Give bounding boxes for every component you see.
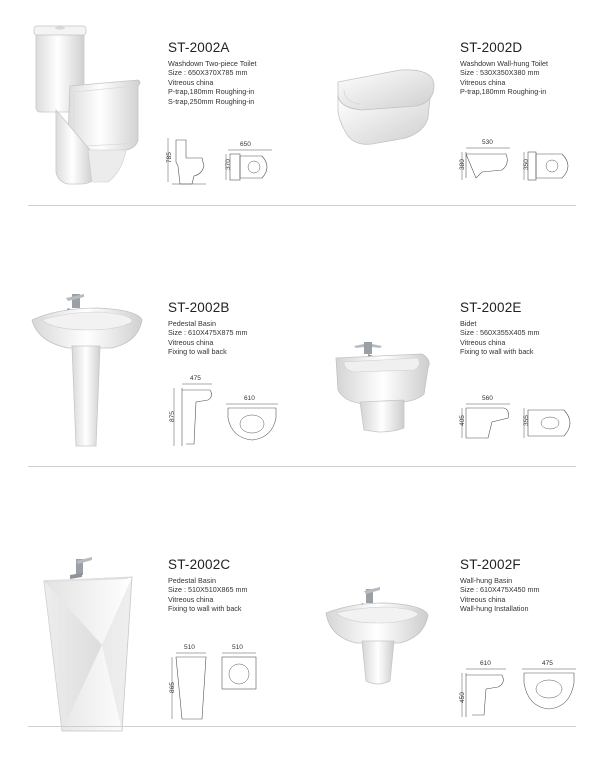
dim-label: 650 <box>240 141 251 148</box>
section-divider <box>28 466 576 467</box>
product-st-2002a <box>0 0 290 230</box>
technical-drawing <box>160 372 282 452</box>
bidet-image <box>334 338 434 434</box>
dim-label: 785 <box>166 152 173 163</box>
model-number: ST-2002D <box>460 40 523 55</box>
spec-line: Bidet <box>460 319 477 328</box>
product-st-2002e <box>300 280 590 510</box>
product-st-2002c <box>0 545 290 775</box>
product-st-2002d <box>300 0 590 230</box>
dim-label: 355 <box>523 415 530 426</box>
pedestal-basin-image <box>28 290 148 450</box>
technical-drawing <box>158 132 280 192</box>
spec-line: S-trap,250mm Roughing-in <box>168 96 255 106</box>
dim-label: 875 <box>169 411 176 422</box>
spec-line: Vitreous china <box>168 337 214 347</box>
dim-label: 610 <box>480 660 491 667</box>
spec-line: Size : 530X350X380 mm <box>460 68 540 78</box>
model-number: ST-2002A <box>168 40 230 55</box>
spec-line: Size : 650X370X785 mm <box>168 68 248 78</box>
dim-label: 530 <box>482 139 493 146</box>
spec-line: Wall-hung Installation <box>460 604 529 614</box>
model-number: ST-2002F <box>460 557 521 572</box>
spec-line: Size : 610X475X875 mm <box>168 328 248 338</box>
faceted-pedestal-basin-image <box>40 555 140 735</box>
dim-label: 450 <box>459 692 466 703</box>
spec-line: Vitreous china <box>460 594 506 604</box>
model-number: ST-2002B <box>168 300 230 315</box>
spec-line: Fixing to wall back <box>168 347 227 357</box>
spec-line: Vitreous china <box>168 77 214 87</box>
dim-label: 475 <box>190 375 201 382</box>
product-st-2002b <box>0 280 290 510</box>
spec-line: Size : 610X475X450 mm <box>460 585 540 595</box>
technical-drawing <box>450 655 582 723</box>
spec-block <box>168 40 257 106</box>
dim-label: 610 <box>244 395 255 402</box>
dim-label: 865 <box>169 682 176 693</box>
spec-line: Size : 510X510X865 mm <box>168 585 248 595</box>
spec-line: Pedestal Basin <box>168 576 216 585</box>
spec-line: Wall-hung Basin <box>460 576 513 585</box>
section-divider <box>28 726 576 727</box>
spec-block <box>168 557 248 614</box>
dim-label: 405 <box>459 415 466 426</box>
wall-hung-basin-image <box>322 585 432 690</box>
spec-line: Washdown Two-piece Toilet <box>168 59 257 68</box>
spec-block <box>460 40 548 97</box>
dim-label: 350 <box>523 159 530 170</box>
spec-line: Pedestal Basin <box>168 319 216 328</box>
toilet-two-piece-image <box>30 22 145 187</box>
technical-drawing <box>452 392 582 444</box>
spec-line: Fixing to wall with back <box>460 347 534 357</box>
dim-label: 510 <box>184 644 195 651</box>
technical-drawing <box>160 641 280 723</box>
spec-block <box>168 300 248 357</box>
section-divider <box>28 205 576 206</box>
dim-label: 370 <box>225 159 232 170</box>
spec-line: P-trap,180mm Roughing-in <box>460 87 547 97</box>
spec-line: Vitreous china <box>168 594 214 604</box>
dim-label: 560 <box>482 395 493 402</box>
product-st-2002f <box>300 545 590 775</box>
spec-line: Size : 560X355X405 mm <box>460 328 540 338</box>
spec-line: Vitreous china <box>460 337 506 347</box>
dim-label: 510 <box>232 644 243 651</box>
toilet-wall-hung-image <box>330 62 440 152</box>
spec-block <box>460 300 540 357</box>
spec-line: Washdown Wall-hung Toilet <box>460 59 549 68</box>
spec-block <box>460 557 540 614</box>
spec-line: Fixing to wall with back <box>168 604 242 614</box>
dim-label: 380 <box>459 159 466 170</box>
spec-line: P-trap,180mm Roughing-in <box>168 87 255 97</box>
dim-label: 475 <box>542 660 553 667</box>
technical-drawing <box>452 132 580 192</box>
model-number: ST-2002C <box>168 557 231 572</box>
spec-line: Vitreous china <box>460 77 506 87</box>
model-number: ST-2002E <box>460 300 522 315</box>
